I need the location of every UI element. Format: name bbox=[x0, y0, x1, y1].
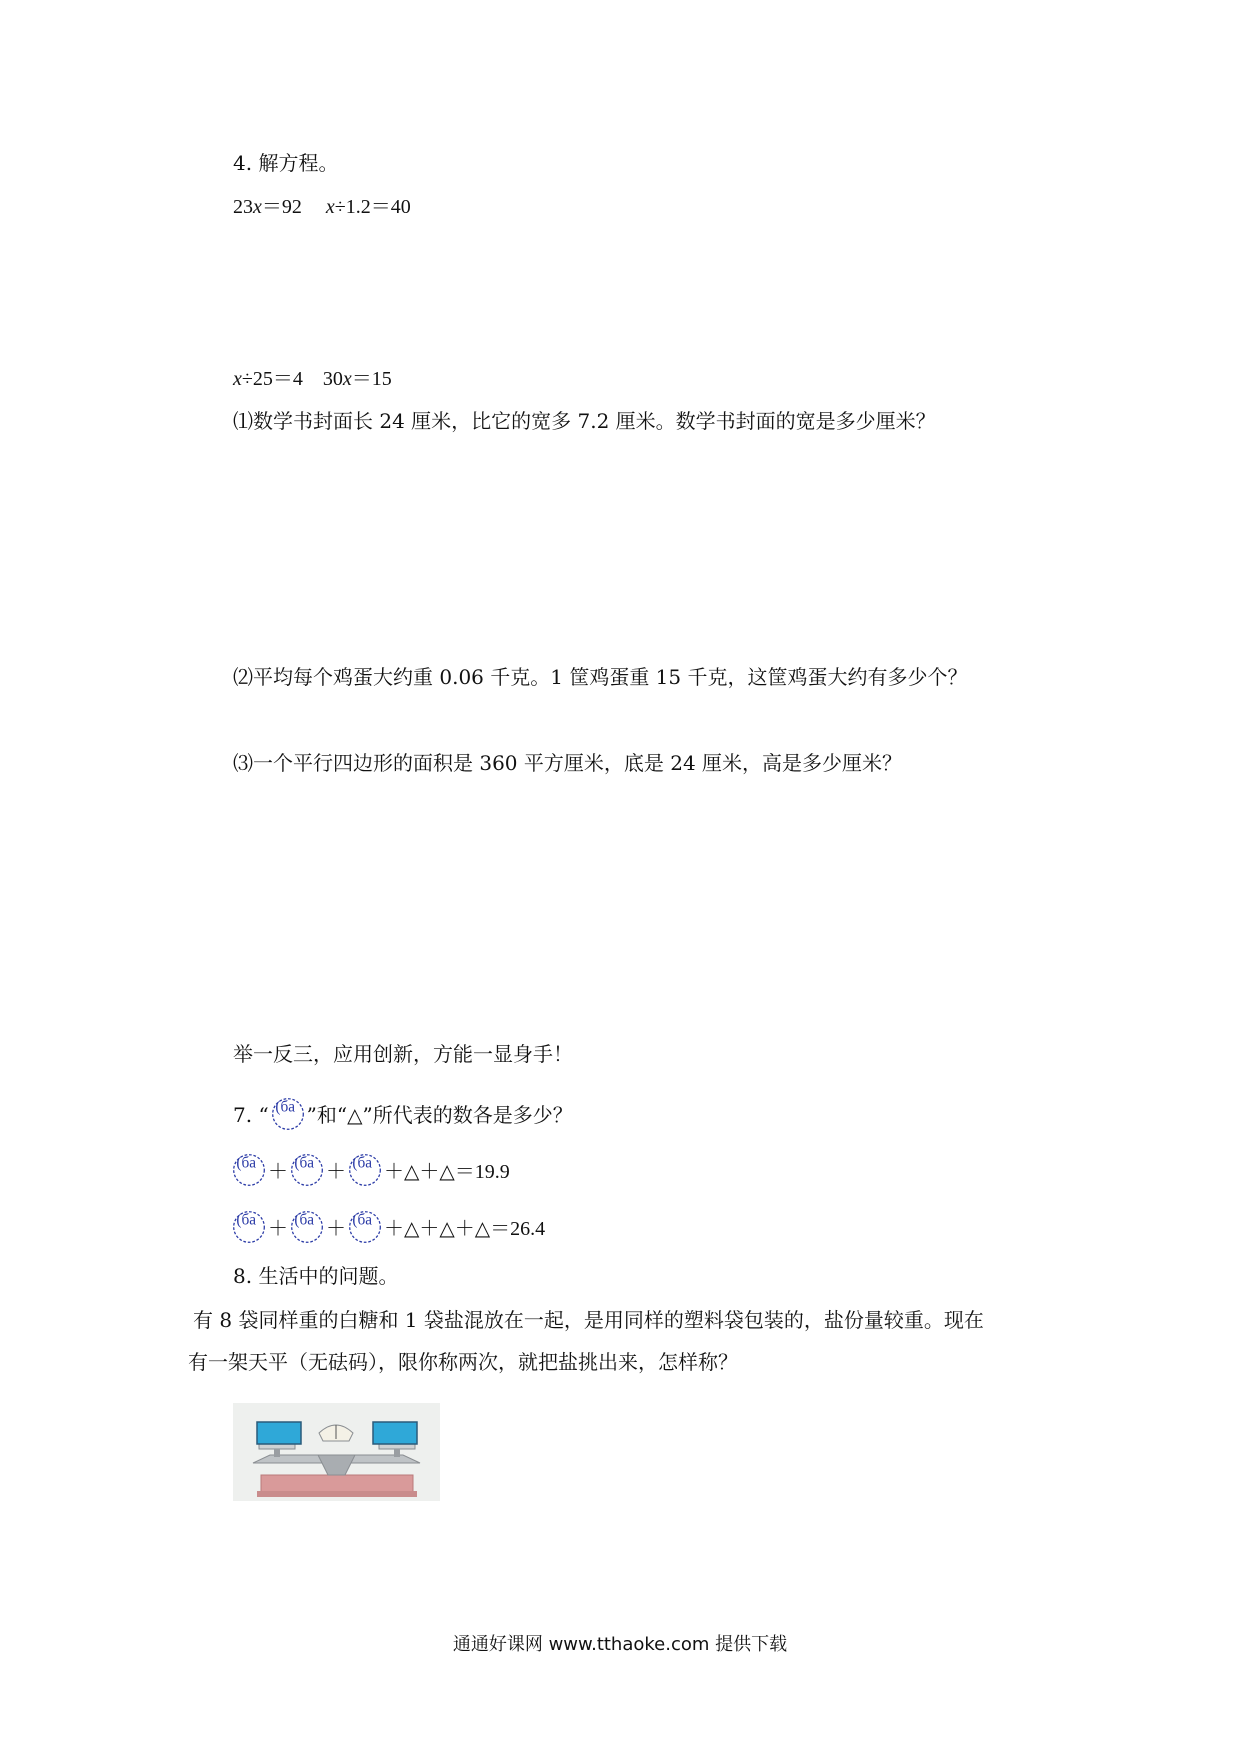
eq1-rest: ＝92 bbox=[261, 196, 302, 218]
circle-symbol-icon bbox=[347, 1152, 383, 1188]
problem-2: ⑵平均每个鸡蛋大约重 0.06 千克。1 筐鸡蛋重 15 千克，这筐鸡蛋大约有多少个？ bbox=[233, 665, 968, 689]
q7-suffix: ”和“△”所代表的数各是多少？ bbox=[306, 1103, 573, 1127]
q7-prefix: 7. “ bbox=[233, 1103, 269, 1127]
q4-equations-row1 bbox=[233, 193, 411, 221]
plus-sign: ＋ bbox=[326, 1218, 346, 1240]
q4-heading: 4. 解方程。 bbox=[233, 151, 339, 175]
eq4-rest: ＝15 bbox=[351, 368, 392, 390]
eq1-var: x bbox=[253, 196, 262, 218]
circle-symbol-icon bbox=[289, 1152, 325, 1188]
eq2-var: x bbox=[325, 196, 335, 218]
section-title: 举一反三，应用创新，方能一显身手！ bbox=[233, 1042, 573, 1066]
eq3-rest: ÷25＝4 bbox=[241, 368, 303, 390]
eq1-coef: 23 bbox=[233, 196, 253, 218]
footer-credit: 通通好课网 www.tthaoke.com 提供下载 bbox=[452, 1634, 788, 1655]
plus-sign: ＋ bbox=[268, 1218, 288, 1240]
circle-symbol-icon bbox=[270, 1096, 306, 1132]
q4-equations-row2 bbox=[233, 365, 392, 393]
circle-symbol-icon bbox=[231, 1152, 267, 1188]
problem-3: ⑶一个平行四边形的面积是 360 平方厘米，底是 24 厘米，高是多少厘米？ bbox=[233, 751, 903, 775]
plus-sign: ＋ bbox=[268, 1161, 288, 1183]
eq4-var: x bbox=[342, 368, 352, 390]
circle-symbol-icon bbox=[289, 1209, 325, 1245]
q7-equation-2 bbox=[230, 1209, 545, 1245]
q7-eq2-tail: ＋△＋△＋△＝26.4 bbox=[384, 1218, 546, 1240]
q8-text-line2: 有一架天平（无砝码），限你称两次，就把盐挑出来，怎样称？ bbox=[188, 1350, 738, 1374]
plus-sign: ＋ bbox=[326, 1161, 346, 1183]
q8-text-line1: 有 8 袋同样重的白糖和 1 袋盐混放在一起，是用同样的塑料袋包装的，盐份量较重。现在 bbox=[193, 1308, 984, 1332]
problem-1: ⑴数学书封面长 24 厘米，比它的宽多 7.2 厘米。数学书封面的宽是多少厘米？ bbox=[233, 409, 936, 433]
q7-question bbox=[233, 1096, 573, 1132]
circle-symbol-icon bbox=[231, 1209, 267, 1245]
q7-eq1-tail: ＋△＋△＝19.9 bbox=[384, 1161, 510, 1183]
circle-symbol-icon bbox=[347, 1209, 383, 1245]
eq4-coef: 30 bbox=[322, 368, 343, 390]
eq2-rest: ÷1.2＝40 bbox=[334, 196, 411, 218]
eq3-var: x bbox=[233, 368, 242, 390]
q8-heading: 8. 生活中的问题。 bbox=[233, 1264, 399, 1288]
balance-scale-icon bbox=[233, 1403, 440, 1501]
q7-equation-1 bbox=[230, 1152, 510, 1188]
